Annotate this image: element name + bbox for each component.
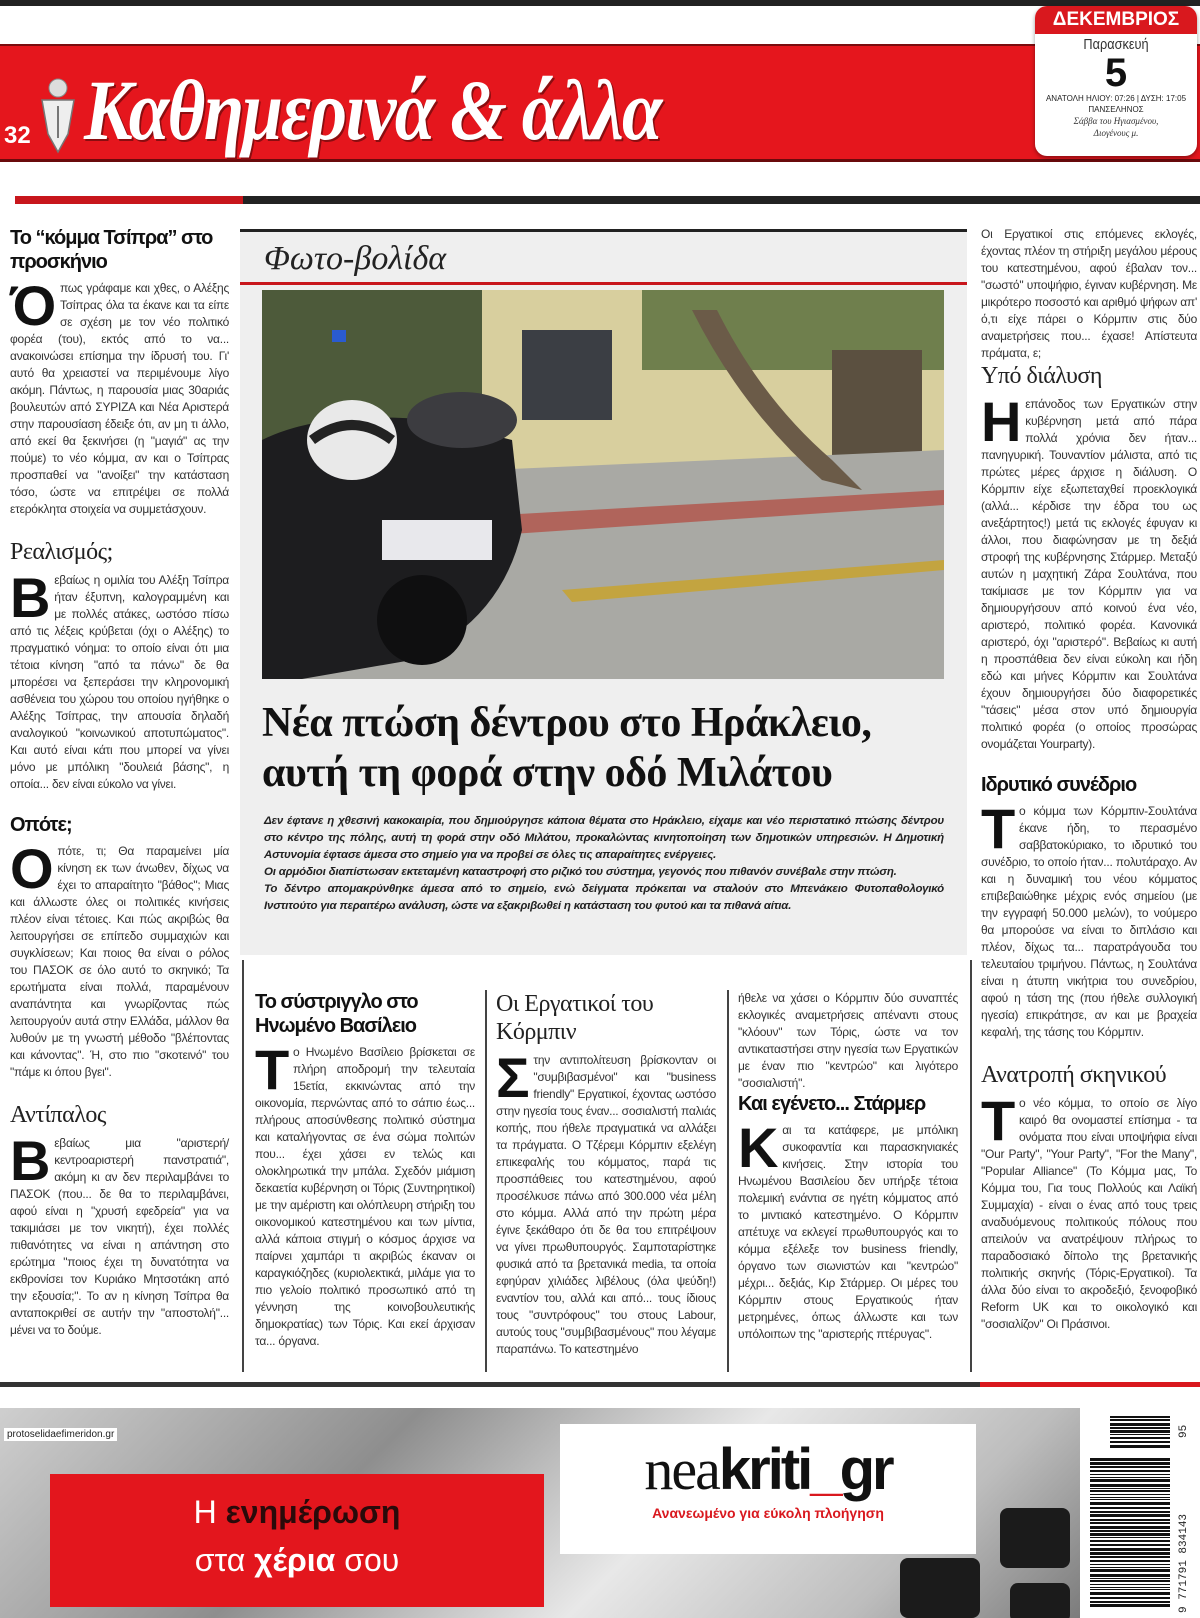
continuation-text: ήθελε να χάσει ο Κόρμπιν δύο συναπτές εκλογικές αναμετρήσεις απέναντι στους "κλόουν" των Τόρις, ώστε να τον αντικαταστήσει στην ηγεσία των Εργατικών με έναν πιο "κεντρώο" και λιγότερο "σοσιαλιστή".: [738, 991, 958, 1090]
barcode-bar: [1090, 1580, 1170, 1582]
right-column: [981, 226, 1197, 1353]
left-column: [10, 226, 229, 1359]
feature-lead: [264, 813, 944, 915]
drop-cap: Η: [981, 390, 1022, 453]
bottom-column-1: [255, 990, 475, 1350]
section-heading: Το σύστριγγλο στο Ηνωμένο Βασίλειο: [255, 991, 418, 1037]
source-watermark: protoselidaefimeridon.gr: [4, 1428, 117, 1441]
body-text: ο κόμμα των Κόρμπιν-Σουλτάνα έκανε ήδη, το περασμένο σαββατοκύριακο, το ιδρυτικό του συνέδριο, το οποίο ήταν... πολυτάραχο. Αν και η δυναμική του νέου κόμματος επιβεβαιώθηκε μέχρις ενός σημείου (με την εγγραφή 50.000 μελών), το νούμερο θα μπορούσε να είναι το διπλάσιο και πλέον, δίχως τα... παρατράγουδα του τελευταίου τριμήνου. Πάντως, η Σουλτάνα είναι η άτυπη νικήτρια του συνεδρίου, αφού η τάση της (που ήθελε συλλογική ηγεσία) επικράτησε, αν και με βραχεία κεφαλή, της τάσης του Κόρμπιν.: [981, 804, 1197, 1039]
barcode-bar: [1110, 1441, 1170, 1443]
section-body: [981, 1089, 1197, 1333]
calendar-day: 5: [1104, 51, 1128, 95]
barcode: [1080, 1408, 1200, 1618]
barcode-bar: [1110, 1445, 1170, 1448]
barcode-bar: [1110, 1437, 1170, 1439]
feature-kicker: Φωτο-βολίδα: [264, 240, 447, 277]
barcode-bar: [1090, 1514, 1170, 1517]
section-body: [738, 1116, 958, 1343]
drop-cap: Ο: [10, 837, 54, 900]
drop-cap: Κ: [738, 1116, 779, 1179]
slogan-word: σου: [344, 1542, 400, 1578]
barcode-bar: [1090, 1458, 1170, 1461]
column-divider: [485, 990, 487, 1372]
headline-line: αυτή τη φορά στην οδό Μιλάτου: [262, 750, 833, 796]
advertisement-banner[interactable]: [0, 1408, 1200, 1618]
divider-accent: [980, 1382, 1200, 1387]
section-heading: Ιδρυτικό συνέδριο: [981, 774, 1137, 796]
article-section: [10, 226, 229, 518]
body-text: πως γράφαμε και χθες, ο Αλέξης Τσίπρας όλα τα έκανε και τα είπε σε σχέση με τον νέο πολιτικό φορέα (του), εκτός από το να... ανακοινώσει επίσημα την ίδρυσή του. Γι' αυτό θα χρειαστεί να περιμένουμε λίγο ακόμη. Πάντως, η παρουσία μιας 30αριάς βουλευτών από ΣΥΡΙΖΑ και Νέα Αριστερά στην παρουσίαση έδειξε ότι, αν μη τι άλλο, από εκεί θα ξεκινήσει (η "μαγιά" ας την πούμε) το νέο κόμμα, αν και ο Τσίπρας προσπαθεί να "ανοίξει" την κατάσταση τόσο, ώστε να επιτρέψει σε πολλά ετερόκλητα στοιχεία να συμμετάσχουν.: [10, 281, 229, 516]
barcode-bar: [1090, 1470, 1170, 1472]
barcode-bar: [1090, 1499, 1170, 1500]
barcode-bar: [1090, 1592, 1170, 1595]
brand-tagline: Ανανεωμένο για εύκολη πλοήγηση: [652, 1505, 884, 1521]
section-body: [255, 1038, 475, 1350]
section-body: [10, 566, 229, 793]
column-divider: [242, 960, 244, 1372]
barcode-bar: [1090, 1552, 1170, 1555]
photo-feature: [240, 229, 967, 955]
moon-phase: ΠΑΝΣΕΛΗΝΟΣ: [1088, 105, 1144, 114]
keyboard-key: [1000, 1508, 1070, 1568]
barcode-bar: [1090, 1560, 1170, 1562]
article-section: [10, 538, 229, 793]
barcode-bar: [1090, 1601, 1170, 1603]
drop-cap: Σ: [496, 1046, 530, 1109]
article-section: [10, 813, 229, 1081]
brand-logo: [560, 1436, 976, 1503]
section-heading: Το “κόμμα Τσίπρα” στο προσκήνιο: [10, 227, 213, 273]
barcode-bar: [1090, 1533, 1170, 1536]
section-heading: Και εγένετο... Στάρμερ: [738, 1093, 926, 1115]
barcode-bar: [1110, 1423, 1170, 1426]
drop-cap: Τ: [981, 1089, 1015, 1152]
barcode-bar: [1110, 1427, 1170, 1429]
section-heading: Οι Εργατικοί του Κόρμπιν: [496, 991, 654, 1045]
article-section: [981, 362, 1197, 753]
barcode-bar: [1090, 1474, 1170, 1475]
section-body: [496, 1046, 716, 1358]
brand-logo-box: [560, 1424, 976, 1554]
pen-logo-icon: [36, 76, 80, 156]
section-heading: Ανατροπή σκηνικού: [981, 1062, 1167, 1088]
barcode-bar: [1090, 1497, 1170, 1498]
calendar-weekday: Παρασκευή: [1083, 36, 1149, 53]
brand-part: gr: [839, 1437, 892, 1502]
section-body: [10, 1129, 229, 1339]
article-section: [981, 773, 1197, 1041]
article-section: [981, 1061, 1197, 1333]
barcode-bar: [1090, 1484, 1170, 1487]
section-heading: Ρεαλισμός;: [10, 539, 113, 565]
lead-paragraph: Το δέντρο απομακρύνθηκε άμεσα από το σημείο, ενώ δείγματα πρόκειται να σταλούν στο Μπενάκειο Φυτοπαθολογικό Ινστιτούτο για περαιτέρω ανάλυση, ώστε να εξακριβωθεί η κατάσταση του φυτού και τα πιθανά αίτια.: [264, 883, 944, 912]
barcode-bar: [1090, 1548, 1170, 1551]
barcode-bar: [1090, 1540, 1170, 1542]
saints-line-1: Σάββα του Ηγιασμένου,: [1073, 116, 1159, 126]
barcode-bar: [1090, 1490, 1170, 1492]
body-text: ο νέο κόμμα, το οποίο σε λίγο καιρό θα ονομαστεί επίσημα - τα ονόματα που είναι υποψήφια είναι "Our Party", "Your Party", "For the Many", "Popular Alliance" (Το Κόμμα μας, Το Κόμμα του, Για τους Πολλούς και Λαϊκή Συμμαχία) - είναι ο ένας από τους τρεις αναδυόμενους πολιτικούς πόλους που απειλούν να ανατρέψουν πλήρως το παραδοσιακό δίπολο της βρετανικής πολιτικής σκηνής (Τόρις-Εργατικοί). Τα άλλα δύο είναι το ακροδεξιό, ξενοφοβικό Reform UK και το οικολογικό και "σοσιαλίζον" Οι Πράσινοι.: [981, 1096, 1197, 1331]
barcode-bar: [1090, 1544, 1170, 1546]
drop-cap: Τ: [981, 797, 1015, 860]
barcode-bar: [1090, 1564, 1170, 1565]
barcode-bar: [1090, 1519, 1170, 1521]
body-text: αι τα κατάφερε, με μπόλικη συκοφαντία και παρασκηνιακές κινήσεις. Στην ιστορία του Ηνωμένου Βασιλείου δεν υπήρξε τέτοια πολεμική ενάντια σε ηγέτη κόμματος από το μιντιακό κατεστημένο. Ο Κόρμπιν απέτυχε να εκλεγεί πρωθυπουργός και το κόμμα εξέλεξε τον business friendly, όργανο των σιωνιστών και "κεντρώο" μέχρι... δεξιάς, Κιρ Στάρμερ. Οι μέρες του Κόρμπιν στους Εργατικούς ήταν μετρημένες, όπως άλλωστε και των υπόλοιπων της "αριστερής πτέρυγας".: [738, 1123, 958, 1341]
ad-slogan: [50, 1474, 544, 1607]
barcode-bar: [1090, 1522, 1170, 1524]
barcode-bar: [1090, 1567, 1170, 1568]
drop-cap: Β: [10, 566, 51, 629]
section-heading: Υπό διάλυση: [981, 363, 1102, 389]
drop-cap: Β: [10, 1129, 51, 1192]
calendar-month: ΔΕΚΕΜΒΡΙΟΣ: [1035, 6, 1197, 34]
brand-part: kriti: [718, 1437, 811, 1502]
barcode-bar: [1090, 1537, 1170, 1538]
barcode-bar: [1090, 1574, 1170, 1577]
keyboard-key: [1010, 1583, 1070, 1618]
saints-line-2: Διογένους μ.: [1093, 128, 1139, 138]
barcode-digits: 9 771791 834143: [1178, 1513, 1190, 1613]
section-heading: Οπότε;: [10, 814, 72, 836]
section-body: [981, 797, 1197, 1041]
barcode-addon: 95: [1178, 1424, 1190, 1438]
section-body: [10, 274, 229, 518]
divider-accent: [15, 196, 243, 204]
body-text: εβαίως μια "αριστερή/κεντροαριστερή πανστρατιά", ακόμη κι αν δεν περιλαμβάνει το ΠΑΣΟΚ (που... δε θα το περιλαμβάνει, αφού είναι η "χρυσή εφεδρεία" για να τακιμιάσει με τον νικητή), έχει πολλές πιθανότητες να είναι η απάντηση στο ερώτημα "ποιος έχει τη δυνατότητα να εκθρονίσει τον Κυριάκο Μητσοτάκη από την εξουσία;". Το αν η κίνηση Τσίπρα θα ανταποκριθεί σε αυτήν την "αποστολή"... μένει να το δούμε.: [10, 1136, 229, 1337]
lead-paragraph: Δεν έφτανε η χθεσινή κακοκαιρία, που δημιούργησε κάποια θέματα στο Ηράκλειο, είχαμε και νέο περιστατικό πτώσης δέντρου στο κέντρο της πόλης, αυτή τη φορά στην οδό Μιλάτου, προκαλώντας κινητοποίηση των δημοτικών υπηρεσιών. Η Δημοτική Αστυνομία έφτασε άμεσα στο σημείο για να προβεί σε όλες τις απαραίτητες ενέργειες.: [264, 815, 944, 861]
kicker-rule: [240, 282, 967, 285]
barcode-bar: [1090, 1462, 1170, 1465]
date-calendar: [1035, 6, 1197, 156]
body-text: την αντιπολίτευση βρίσκονταν οι "συμβιβασμένοι" και "business friendly" Εργατικοί, έχοντας ωστόσο στην ηγεσία τους έναν... σοσιαλιστή παλιάς κοπής, που ήθελε πραγματικά να αλλάξει τα πράγματα. Ο Τζέρεμι Κόρμπιν εξελέγη επικεφαλής του κόμματος, παρά τις προσπάθειες του κατεστημένου, αφού προσέλκυσε πάνω από 300.000 νέα μέλη στο κόμμα. Αλλά από την πρώτη μέρα έγινε ξεκάθαρο ότι δε θα του επιτρέψουν να γίνει πρωθυπουργός. Σαμποταρίστηκε φυσικά από τα βρετανικά media, τα οποία εφηύραν χιλιάδες λιβέλους (όλα ψεύδη!) εναντίον του, αλλά και από... τους ίδιους τους "συντρόφους" του στους Labour, αυτούς τους "συμβιβασμένους" που λέγαμε παραπάνω. Το κατεστημένο: [496, 1053, 716, 1356]
news-photo: [262, 290, 944, 679]
body-text: ο Ηνωμένο Βασίλειο βρίσκεται σε πλήρη αποδρομή την τελευταία 15ετία, εκκινώντας από την οικονομία, περνώντας από το σάπιο έως... πλήρους αποσύνθεσης πολιτικό σύστημα και καταλήγοντας σε ένα σώμα πολιτών που... έχει χάσει εν τελώς και ολοκληρωτικά την μπάλα. Σχεδόν μιάμιση δεκαετία κυβέρνηση οι Τόρις (Συντηρητικοί) με την αμέριστη και ολόπλευρη στήριξη του οικονομικού κατεστημένου και των μίντια, αλλά κάποια στιγμή ο κόσμος άρχισε να παίρνει χαμπάρι τι ακριβώς έκαναν οι καραγκιόζηδες (κυριολεκτικά, μιλάμε για το πιο γελοίο πολιτικό προσωπικό από τη γέννηση της κοινοβουλευτικής δημοκρατίας) των Τόρις. Και εκεί άρχισαν τα... όργανα.: [255, 1045, 475, 1348]
barcode-bar: [1090, 1556, 1170, 1558]
body-text: επάνοδος των Εργατικών στην κυβέρνηση μετά από πάρα πολλά χρόνια δεν ήταν... πανηγυρική. Τουναντίον μάλιστα, από τις πρώτες μέρες άρχισε η διάλυση. Ο Κόρμπιν είχε εξωπεταχθεί προεκλογικά (αλλά... κέρδισε την έδρα του ως ανεξάρτητος!) μετά τις εκλογές έφυγαν κι άλλοι, που διαφώνησαν με τη δεξιά στροφή της κυβέρνησης Στάρμερ. Μεταξύ αυτών η μαχητική Ζάρα Σουλτάνα, που τακίμιασε με τον Κόρμπιν για να δημιουργήσουν από κοινού ένα νέο, αριστερό, πολιτικό φορέα. Κανονικά αριστερό, όχι "αριστερό". Βεβαίως κι αυτή η προσπάθεια δεν είναι εύκολη και ήδη εδώ και μήνες Κόρμπιν και Σουλτάνα έχουν δημιουργήσει δύο διαφορετικές "τάσεις" μέσα στον υπό δημιουργία πολιτικό φορέα (ο οποίος προσώρας ονομάζεται Yourparty).: [981, 397, 1197, 751]
barcode-bar: [1090, 1569, 1170, 1572]
barcode-bar: [1090, 1488, 1170, 1489]
keyboard-key: [900, 1558, 980, 1618]
top-bar: [0, 0, 1200, 6]
slogan-word: ενημέρωση: [225, 1494, 401, 1530]
barcode-bar: [1110, 1434, 1170, 1435]
section-body: [981, 390, 1197, 753]
column-divider: [970, 960, 972, 1372]
bottom-column-3: [738, 990, 958, 1343]
barcode-bar: [1090, 1526, 1170, 1529]
barcode-bar: [1110, 1416, 1170, 1418]
barcode-bar: [1090, 1589, 1170, 1590]
slogan-word: Η: [193, 1494, 217, 1530]
barcode-bar: [1090, 1578, 1170, 1579]
barcode-bar: [1090, 1511, 1170, 1513]
barcode-bar: [1090, 1479, 1170, 1482]
barcode-bar: [1090, 1584, 1170, 1585]
page-number: 32: [4, 122, 31, 149]
column-divider: [727, 990, 729, 1372]
lead-paragraph: Οι αρμόδιοι διαπίστωσαν εκτεταμένη καταστροφή στο ριζικό του σύστημα, γεγονός που πιθανόν συνέβαλε στην πτώση.: [264, 866, 897, 878]
barcode-bar: [1090, 1466, 1170, 1468]
barcode-bar: [1090, 1494, 1170, 1495]
continuation-text: Οι Εργατικοί στις επόμενες εκλογές, έχοντας πλέον τη στήριξη μεγάλου μέρους του κατεστημένου, αφού έβαλαν τον... "σωστό" υποψήφιο, έγιναν κυβέρνηση. Με μικρότερο ποσοστό και αριθμό ψήφων απ' ό,τι είχε πάρει ο Κόρμπιν στις δύο αναμετρήσεις που... έχασε! Απίστευτα πράματα, ε;: [981, 227, 1197, 360]
barcode-bar: [1090, 1530, 1170, 1532]
drop-cap: Ό: [10, 274, 56, 337]
article-section: [10, 1101, 229, 1339]
sun-times: ΑΝΑΤΟΛΗ ΗΛΙΟΥ: 07:26 | ΔΥΣΗ: 17:05: [1045, 94, 1187, 103]
feature-headline: [262, 698, 952, 798]
drop-cap: Τ: [255, 1038, 289, 1101]
slogan-word: χέρια: [254, 1542, 336, 1578]
barcode-bar: [1110, 1419, 1170, 1421]
headline-line: Νέα πτώση δέντρου στο Ηράκλειο,: [262, 700, 872, 746]
barcode-bar: [1110, 1430, 1170, 1433]
barcode-bar: [1090, 1597, 1170, 1599]
bottom-column-2: [496, 990, 716, 1358]
body-text: πότε, τι; Θα παραμείνει μία κίνηση εκ των άνωθεν, δίχως να έχει το απαραίτητο "βάθος"; Μιας και άλλωστε όλες οι πολιτικές κινήσεις πλέον είναι τέτοιες. Και πώς ακριβώς θα λειτουργήσει σε επίπεδο συμμαχιών και συγκλίσεων; Και ποιος θα είναι ο ρόλος του ΠΑΣΟΚ σε όλο αυτό το σκηνικό; Τα ερωτήματα είναι πολλά, παραμένουν αναπάντητα και γνωρίζοντας πώς λειτουργούν αυτά στην Ελλάδα, μάλλον θα λυθούν με τη γνωστή μέθοδο "βλέποντας και κάνοντας". Ή, στο πιο "σκοτεινό" του "πάμε κι όπου βγει".: [10, 844, 229, 1079]
section-body: [10, 837, 229, 1081]
barcode-bar: [1090, 1502, 1170, 1505]
brand-part: nea: [644, 1437, 719, 1502]
slogan-word: στα: [194, 1542, 246, 1578]
section-title: Καθημερινά & άλλα: [84, 62, 661, 158]
section-heading: Αντίπαλος: [10, 1102, 106, 1128]
barcode-bar: [1090, 1477, 1170, 1478]
brand-part: _: [810, 1437, 840, 1502]
barcode-bar: [1090, 1604, 1170, 1607]
barcode-bar: [1090, 1507, 1170, 1509]
body-text: εβαίως η ομιλία του Αλέξη Τσίπρα ήταν έξυπνη, καλογραμμένη και με πολλές ατάκες, ωστόσο πίσω από τις λέξεις κρύβεται (όχι ο Αλέξης) το πραγματικό νόημα: το οποίο είναι ότι μια τέτοια κίνηση "από τα πάνω" δε θα μπορέσει να ξεπεράσει την κληρονομική ασθένεια του χώρου του οποίου ηγήθηκε ο Αλέξης Τσίπρας, την απουσία δηλαδή αναλογικού "κοινωνικού αποτυπώματος". Και αυτό είναι κάτι που μπορεί να γίνει μόνο με μπόλικη "δουλειά βάσης", η οποία... δεν είναι εύκολο να γίνει.: [10, 573, 229, 791]
barcode-bar: [1090, 1587, 1170, 1588]
